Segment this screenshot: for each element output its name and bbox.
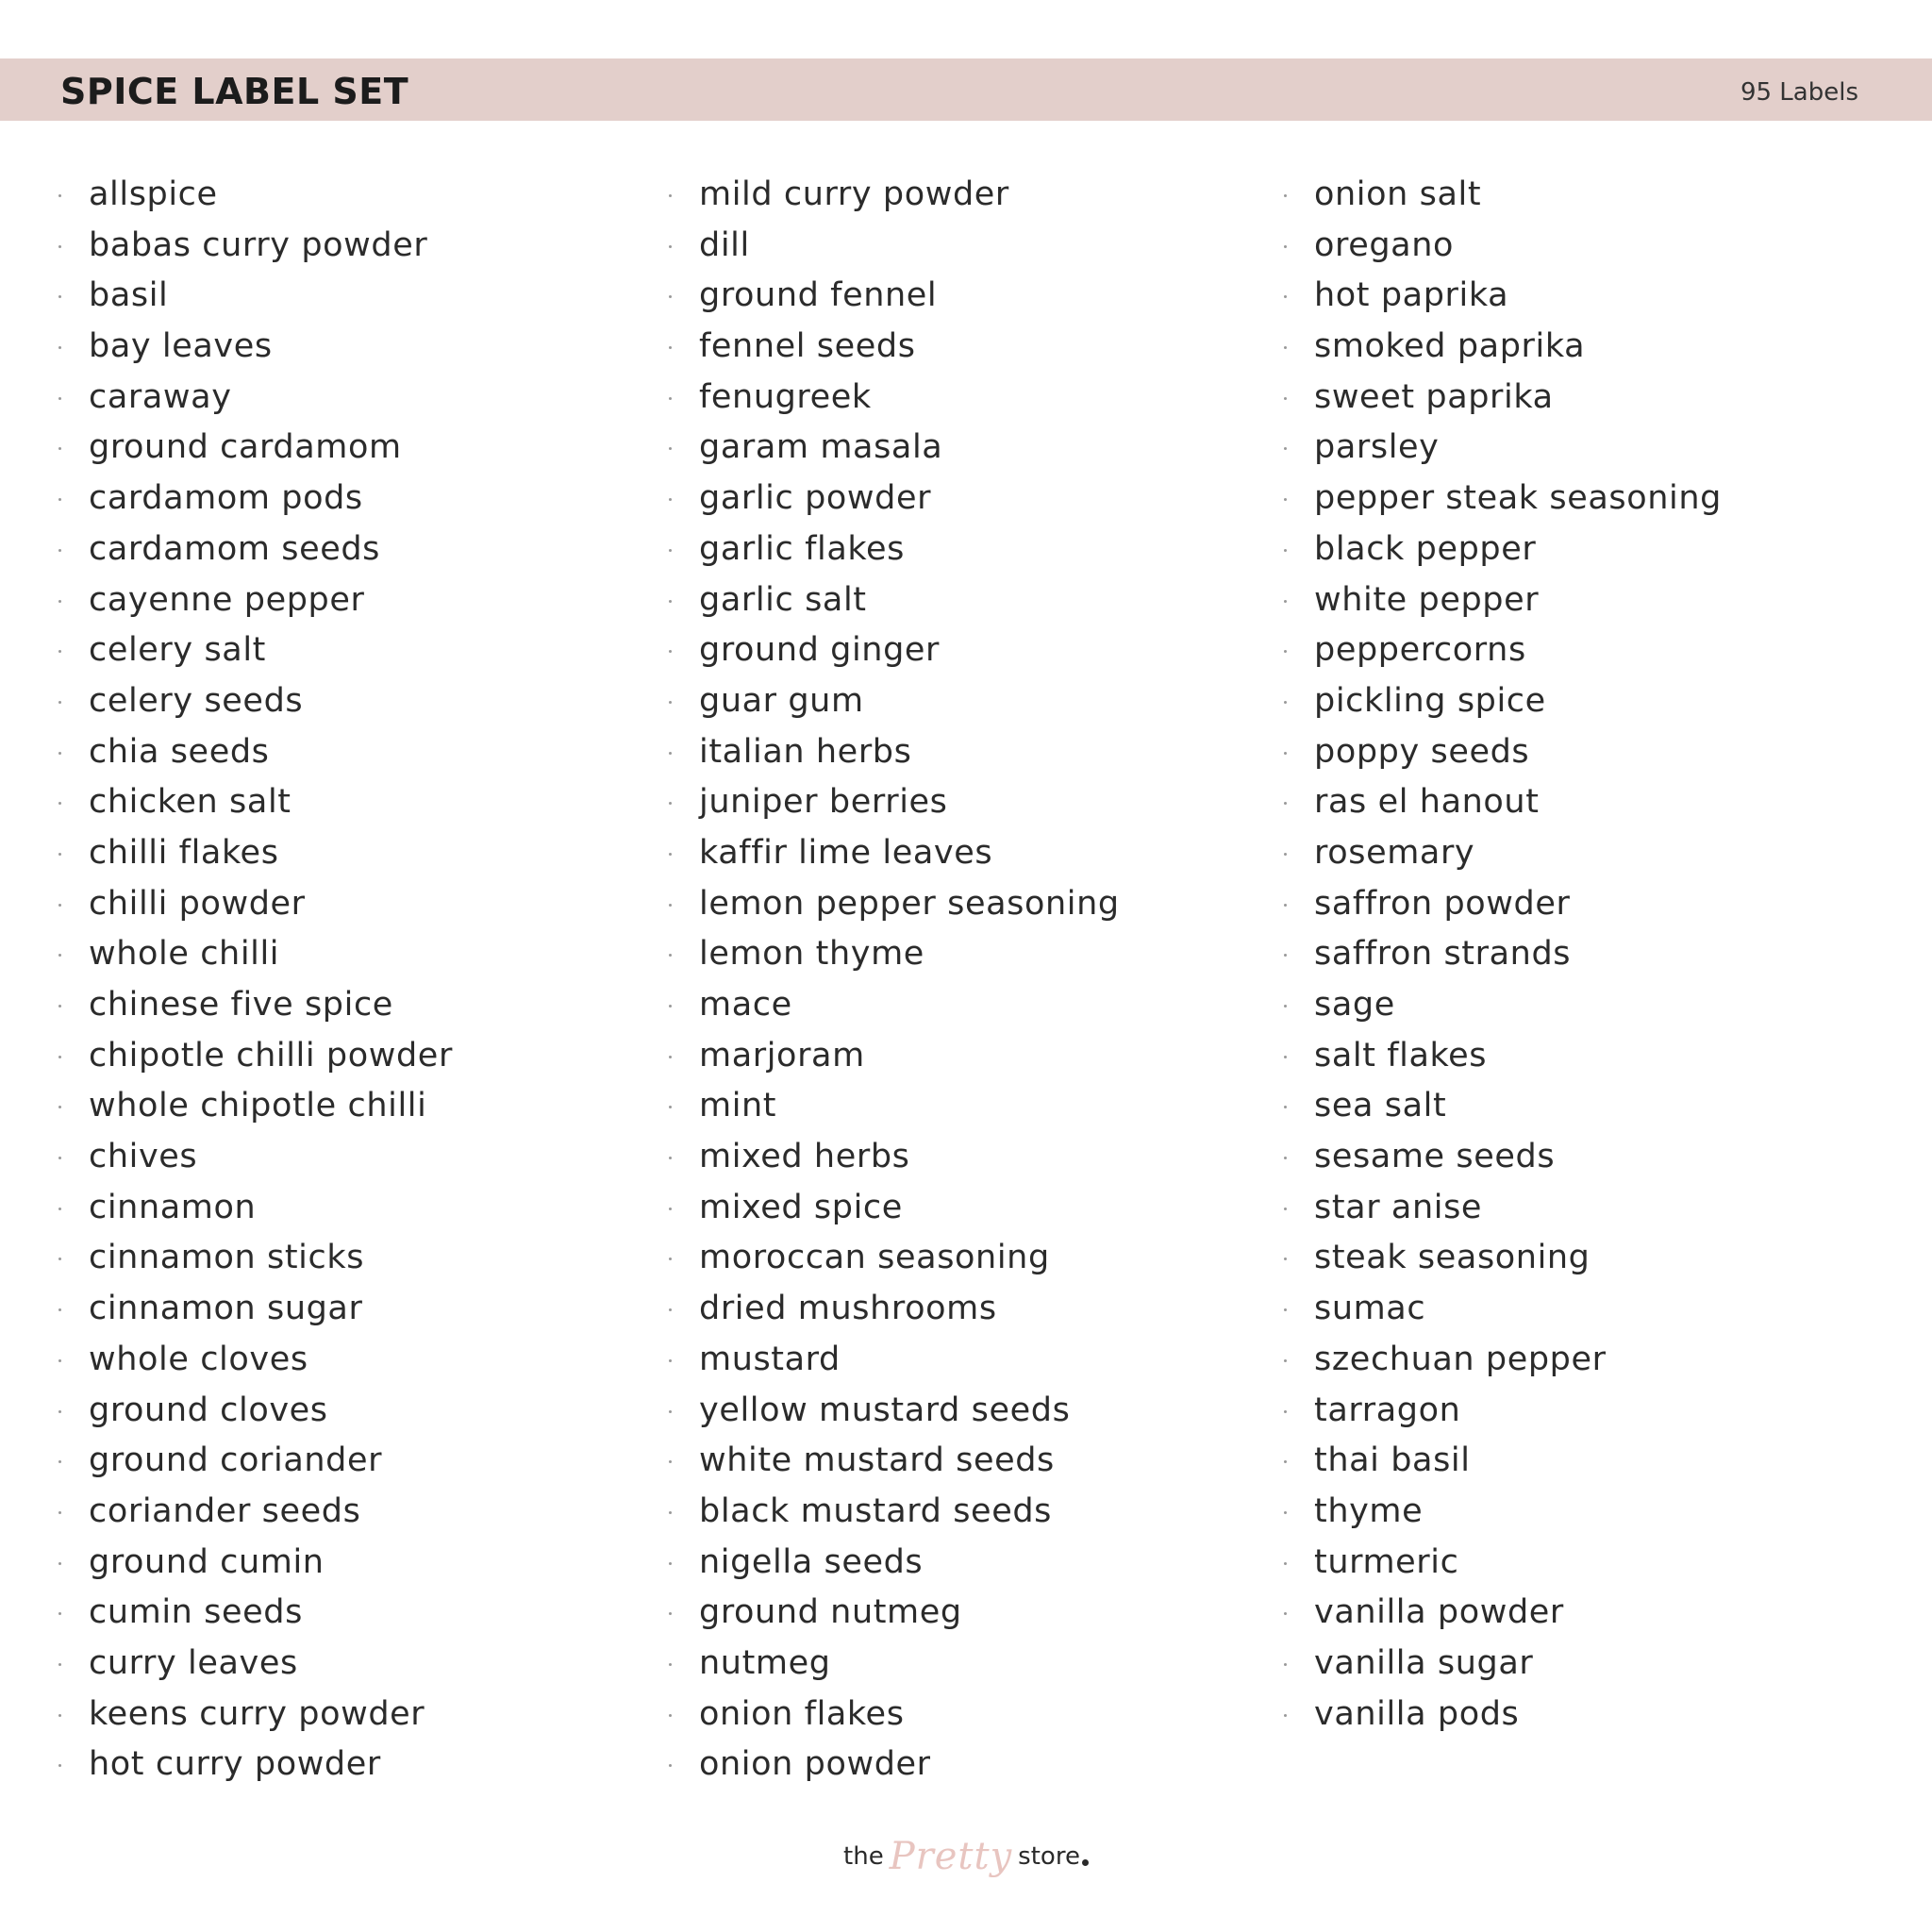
spice-list-item	[669, 879, 1120, 930]
spice-name: black pepper	[1314, 529, 1537, 568]
bullet-dot-icon	[669, 346, 672, 349]
bullet-dot-icon	[1284, 245, 1287, 248]
bullet-dot-icon	[58, 1308, 61, 1311]
bullet-dot-icon	[58, 1764, 61, 1767]
bullet-dot-icon	[669, 904, 672, 907]
spice-list-item	[669, 676, 1120, 727]
spice-name: marjoram	[699, 1036, 865, 1074]
spice-list-item	[669, 373, 1120, 424]
logo-suffix: store	[1018, 1842, 1080, 1871]
bullet-dot-icon	[669, 245, 672, 248]
spice-list-item	[1284, 271, 1722, 322]
spice-name: juniper berries	[699, 783, 948, 822]
bullet-dot-icon	[58, 1663, 61, 1666]
spice-name: bay leaves	[89, 327, 273, 366]
spice-name: hot paprika	[1314, 276, 1509, 315]
spice-list-item	[1284, 929, 1722, 980]
bullet-dot-icon	[58, 1562, 61, 1565]
spice-name: cinnamon sugar	[89, 1290, 363, 1328]
logo-prefix: the	[843, 1842, 884, 1871]
bullet-dot-icon	[58, 498, 61, 501]
spice-list-item	[1284, 1487, 1722, 1538]
bullet-dot-icon	[1284, 1308, 1287, 1311]
spice-list-item	[58, 322, 453, 373]
spice-list-item	[58, 777, 453, 828]
bullet-dot-icon	[669, 1308, 672, 1311]
bullet-dot-icon	[58, 447, 61, 450]
bullet-dot-icon	[669, 701, 672, 704]
spice-list-item	[669, 980, 1120, 1031]
bullet-dot-icon	[669, 194, 672, 197]
spice-name: ground cloves	[89, 1391, 328, 1429]
spice-name: star anise	[1314, 1188, 1483, 1226]
spice-list-item	[669, 1639, 1120, 1690]
spice-name: cinnamon sticks	[89, 1239, 365, 1277]
spice-name: white pepper	[1314, 580, 1540, 619]
spice-name: mixed spice	[699, 1188, 903, 1226]
spice-name: basil	[89, 276, 169, 315]
spice-list-item	[58, 929, 453, 980]
spice-list-item	[58, 676, 453, 727]
spice-name: chicken salt	[89, 783, 291, 822]
bullet-dot-icon	[58, 600, 61, 603]
bullet-dot-icon	[1284, 650, 1287, 653]
spice-name: dill	[699, 225, 750, 264]
spice-list-item	[1284, 1284, 1722, 1335]
bullet-dot-icon	[669, 1511, 672, 1514]
bullet-dot-icon	[669, 549, 672, 552]
spice-list-item	[58, 474, 453, 525]
spice-name: babas curry powder	[89, 225, 428, 264]
spice-name: poppy seeds	[1314, 732, 1530, 771]
spice-list-item	[58, 221, 453, 272]
bullet-dot-icon	[1284, 295, 1287, 298]
spice-name: cayenne pepper	[89, 580, 365, 619]
bullet-dot-icon	[669, 498, 672, 501]
bullet-dot-icon	[58, 1359, 61, 1362]
logo-script-word: Pretty	[889, 1835, 1013, 1878]
spice-name: steak seasoning	[1314, 1239, 1591, 1277]
spice-list-item	[669, 1740, 1120, 1790]
spice-name: yellow mustard seeds	[699, 1391, 1071, 1429]
bullet-dot-icon	[1284, 853, 1287, 856]
bullet-dot-icon	[1284, 447, 1287, 450]
spice-name: turmeric	[1314, 1542, 1459, 1581]
bullet-dot-icon	[669, 1257, 672, 1260]
bullet-dot-icon	[669, 1157, 672, 1159]
bullet-dot-icon	[1284, 1663, 1287, 1666]
spice-name: oregano	[1314, 225, 1455, 264]
bullet-dot-icon	[1284, 498, 1287, 501]
spice-list-item	[1284, 322, 1722, 373]
spice-name: curry leaves	[89, 1643, 298, 1682]
spice-list-item	[58, 1284, 453, 1335]
spice-list-item	[669, 1081, 1120, 1132]
spice-list-item	[1284, 879, 1722, 930]
bullet-dot-icon	[669, 1005, 672, 1008]
spice-list-item	[1284, 1386, 1722, 1437]
header-band	[0, 58, 1932, 121]
spice-name: fennel seeds	[699, 327, 916, 366]
spice-list-item	[669, 170, 1120, 221]
spice-list-item	[669, 1538, 1120, 1589]
spice-list-item	[58, 1386, 453, 1437]
bullet-dot-icon	[1284, 1157, 1287, 1159]
bullet-dot-icon	[1284, 752, 1287, 755]
bullet-dot-icon	[669, 397, 672, 400]
bullet-dot-icon	[58, 1157, 61, 1159]
spice-name: garlic flakes	[699, 529, 905, 568]
spice-name: allspice	[89, 175, 218, 213]
spice-name: tarragon	[1314, 1391, 1461, 1429]
spice-list-item	[1284, 221, 1722, 272]
spice-name: onion flakes	[699, 1694, 905, 1733]
spice-list-item	[1284, 474, 1722, 525]
bullet-dot-icon	[669, 1562, 672, 1565]
bullet-dot-icon	[58, 549, 61, 552]
bullet-dot-icon	[1284, 802, 1287, 805]
bullet-dot-icon	[1284, 600, 1287, 603]
spice-list-item	[1284, 1233, 1722, 1284]
bullet-dot-icon	[58, 295, 61, 298]
bullet-dot-icon	[1284, 1714, 1287, 1717]
spice-list-item	[58, 1233, 453, 1284]
logo-dot-icon	[1082, 1859, 1089, 1866]
bullet-dot-icon	[58, 1005, 61, 1008]
spice-name: guar gum	[699, 681, 864, 720]
spice-column-1	[58, 170, 453, 1790]
bullet-dot-icon	[1284, 1257, 1287, 1260]
spice-list-item	[669, 1132, 1120, 1183]
spice-list-item	[58, 1183, 453, 1234]
spice-list-item	[1284, 1436, 1722, 1487]
spice-name: moroccan seasoning	[699, 1239, 1050, 1277]
bullet-dot-icon	[58, 802, 61, 805]
spice-name: ras el hanout	[1314, 783, 1540, 822]
spice-list-item	[58, 1639, 453, 1690]
spice-name: salt flakes	[1314, 1036, 1488, 1074]
spice-list-item	[669, 1031, 1120, 1082]
spice-name: coriander seeds	[89, 1491, 361, 1530]
spice-list-item	[58, 170, 453, 221]
spice-name: caraway	[89, 377, 232, 416]
spice-list-item	[1284, 525, 1722, 575]
spice-list-item	[1284, 676, 1722, 727]
spice-name: chinese five spice	[89, 986, 393, 1024]
bullet-dot-icon	[669, 650, 672, 653]
bullet-dot-icon	[1284, 549, 1287, 552]
bullet-dot-icon	[58, 1410, 61, 1413]
bullet-dot-icon	[58, 752, 61, 755]
spice-column-3	[1284, 170, 1722, 1740]
spice-name: kaffir lime leaves	[699, 833, 993, 872]
spice-name: dried mushrooms	[699, 1290, 997, 1328]
spice-name: saffron strands	[1314, 935, 1572, 974]
spice-name: saffron powder	[1314, 884, 1571, 923]
spice-list-item	[669, 271, 1120, 322]
spice-name: vanilla powder	[1314, 1593, 1564, 1632]
spice-list-item	[58, 575, 453, 626]
bullet-dot-icon	[1284, 1359, 1287, 1362]
spice-list-item	[1284, 1081, 1722, 1132]
spice-name: nutmeg	[699, 1643, 831, 1682]
spice-name: ground coriander	[89, 1441, 383, 1480]
bullet-dot-icon	[58, 194, 61, 197]
spice-list-item	[669, 828, 1120, 879]
spice-list-item	[1284, 170, 1722, 221]
bullet-dot-icon	[1284, 1056, 1287, 1058]
spice-name: lemon pepper seasoning	[699, 884, 1120, 923]
spice-name: hot curry powder	[89, 1745, 381, 1784]
spice-list-item	[669, 322, 1120, 373]
spice-name: vanilla sugar	[1314, 1643, 1534, 1682]
spice-name: cardamom pods	[89, 479, 363, 518]
bullet-dot-icon	[58, 1257, 61, 1260]
spice-list-item	[58, 1690, 453, 1740]
spice-list-item	[58, 1436, 453, 1487]
spice-name: black mustard seeds	[699, 1491, 1052, 1530]
bullet-dot-icon	[669, 752, 672, 755]
spice-name: vanilla pods	[1314, 1694, 1520, 1733]
spice-list-item	[58, 1081, 453, 1132]
bullet-dot-icon	[58, 1714, 61, 1717]
bullet-dot-icon	[1284, 194, 1287, 197]
spice-list-item	[669, 1588, 1120, 1639]
spice-name: keens curry powder	[89, 1694, 425, 1733]
spice-name: mild curry powder	[699, 175, 1009, 213]
brand-logo	[0, 1835, 1932, 1901]
spice-name: rosemary	[1314, 833, 1475, 872]
spice-name: cardamom seeds	[89, 529, 381, 568]
spice-list-item	[58, 879, 453, 930]
spice-name: smoked paprika	[1314, 327, 1586, 366]
bullet-dot-icon	[669, 1663, 672, 1666]
bullet-dot-icon	[1284, 701, 1287, 704]
bullet-dot-icon	[669, 1056, 672, 1058]
spice-list-item	[1284, 777, 1722, 828]
spice-name: chilli powder	[89, 884, 306, 923]
spice-list-item	[1284, 828, 1722, 879]
spice-list-item	[1284, 373, 1722, 424]
bullet-dot-icon	[669, 1714, 672, 1717]
spice-list-item	[58, 1740, 453, 1790]
spice-list-item	[58, 271, 453, 322]
spice-name: cumin seeds	[89, 1593, 303, 1632]
spice-name: onion powder	[699, 1745, 931, 1784]
spice-name: sweet paprika	[1314, 377, 1554, 416]
bullet-dot-icon	[669, 853, 672, 856]
bullet-dot-icon	[669, 1106, 672, 1108]
spice-list-item	[1284, 727, 1722, 778]
spice-name: pickling spice	[1314, 681, 1546, 720]
spice-name: italian herbs	[699, 732, 912, 771]
spice-name: szechuan pepper	[1314, 1340, 1607, 1378]
spice-list-item	[669, 575, 1120, 626]
bullet-dot-icon	[1284, 1460, 1287, 1463]
bullet-dot-icon	[58, 1511, 61, 1514]
spice-list-item	[1284, 1132, 1722, 1183]
spice-list-item	[669, 423, 1120, 474]
spice-list-item	[669, 1436, 1120, 1487]
bullet-dot-icon	[669, 802, 672, 805]
bullet-dot-icon	[58, 701, 61, 704]
spice-name: whole chilli	[89, 935, 280, 974]
spice-list-item	[58, 1487, 453, 1538]
bullet-dot-icon	[58, 245, 61, 248]
bullet-dot-icon	[1284, 346, 1287, 349]
bullet-dot-icon	[1284, 1106, 1287, 1108]
spice-list-item	[1284, 575, 1722, 626]
bullet-dot-icon	[1284, 1511, 1287, 1514]
spice-name: ground ginger	[699, 631, 941, 670]
spice-list-item	[58, 828, 453, 879]
bullet-dot-icon	[669, 954, 672, 957]
spice-name: chives	[89, 1138, 198, 1176]
spice-name: pepper steak seasoning	[1314, 479, 1722, 518]
spice-list-item	[1284, 1690, 1722, 1740]
spice-name: peppercorns	[1314, 631, 1526, 670]
spice-list-item	[1284, 1588, 1722, 1639]
spice-list-item	[58, 1335, 453, 1386]
bullet-dot-icon	[58, 853, 61, 856]
spice-list-item	[669, 1487, 1120, 1538]
spice-name: ground fennel	[699, 276, 938, 315]
bullet-dot-icon	[1284, 1208, 1287, 1210]
spice-name: mace	[699, 986, 792, 1024]
spice-name: garam masala	[699, 428, 943, 467]
spice-list-item	[669, 1690, 1120, 1740]
spice-list-item	[669, 929, 1120, 980]
spice-list-item	[1284, 1183, 1722, 1234]
spice-name: sea salt	[1314, 1087, 1447, 1125]
spice-list-item	[58, 980, 453, 1031]
bullet-dot-icon	[58, 1208, 61, 1210]
bullet-dot-icon	[1284, 1612, 1287, 1615]
spice-name: mustard	[699, 1340, 841, 1378]
bullet-dot-icon	[58, 904, 61, 907]
spice-name: chilli flakes	[89, 833, 279, 872]
page-title: SPICE LABEL SET	[60, 71, 409, 112]
spice-list-item	[669, 1386, 1120, 1437]
spice-name: mixed herbs	[699, 1138, 910, 1176]
bullet-dot-icon	[669, 1612, 672, 1615]
spice-name: garlic powder	[699, 479, 932, 518]
bullet-dot-icon	[58, 346, 61, 349]
spice-list-item	[669, 474, 1120, 525]
bullet-dot-icon	[58, 1612, 61, 1615]
spice-list-item	[1284, 1031, 1722, 1082]
spice-list-item	[58, 625, 453, 676]
spice-name: celery seeds	[89, 681, 304, 720]
spice-list-item	[1284, 625, 1722, 676]
spice-name: onion salt	[1314, 175, 1482, 213]
spice-list-item	[1284, 1639, 1722, 1690]
bullet-dot-icon	[58, 650, 61, 653]
bullet-dot-icon	[669, 295, 672, 298]
spice-name: whole chipotle chilli	[89, 1087, 427, 1125]
spice-name: ground nutmeg	[699, 1593, 962, 1632]
bullet-dot-icon	[1284, 1410, 1287, 1413]
spice-list-item	[669, 1284, 1120, 1335]
bullet-dot-icon	[58, 954, 61, 957]
spice-name: fenugreek	[699, 377, 872, 416]
bullet-dot-icon	[58, 1056, 61, 1058]
spice-list-item	[58, 1538, 453, 1589]
bullet-dot-icon	[1284, 1005, 1287, 1008]
spice-name: garlic salt	[699, 580, 867, 619]
spice-name: sage	[1314, 986, 1395, 1024]
spice-list-item	[58, 525, 453, 575]
spice-list-item	[58, 373, 453, 424]
spice-name: sumac	[1314, 1290, 1426, 1328]
spice-name: whole cloves	[89, 1340, 308, 1378]
spice-name: nigella seeds	[699, 1542, 924, 1581]
spice-name: celery salt	[89, 631, 266, 670]
spice-name: white mustard seeds	[699, 1441, 1055, 1480]
spice-list-item	[669, 1183, 1120, 1234]
bullet-dot-icon	[1284, 904, 1287, 907]
bullet-dot-icon	[669, 1208, 672, 1210]
spice-name: mint	[699, 1087, 777, 1125]
bullet-dot-icon	[1284, 397, 1287, 400]
spice-name: chia seeds	[89, 732, 270, 771]
spice-list-item	[669, 525, 1120, 575]
spice-list-item	[58, 423, 453, 474]
bullet-dot-icon	[669, 1460, 672, 1463]
bullet-dot-icon	[669, 447, 672, 450]
spice-name: thyme	[1314, 1491, 1424, 1530]
spice-name: parsley	[1314, 428, 1440, 467]
spice-list-item	[669, 625, 1120, 676]
bullet-dot-icon	[669, 1359, 672, 1362]
spice-name: chipotle chilli powder	[89, 1036, 453, 1074]
spice-list-item	[669, 221, 1120, 272]
spice-list-item	[1284, 1538, 1722, 1589]
bullet-dot-icon	[58, 1460, 61, 1463]
label-count: 95 Labels	[1740, 78, 1858, 107]
spice-list-item	[669, 1233, 1120, 1284]
spice-list-item	[1284, 980, 1722, 1031]
spice-list-item	[58, 1132, 453, 1183]
spice-name: ground cardamom	[89, 428, 402, 467]
spice-list-item	[58, 1031, 453, 1082]
bullet-dot-icon	[58, 397, 61, 400]
spice-list-item	[58, 1588, 453, 1639]
spice-list-item	[669, 777, 1120, 828]
spice-name: sesame seeds	[1314, 1138, 1556, 1176]
spice-name: lemon thyme	[699, 935, 924, 974]
spice-column-2	[669, 170, 1120, 1790]
bullet-dot-icon	[669, 1410, 672, 1413]
bullet-dot-icon	[669, 1764, 672, 1767]
spice-name: thai basil	[1314, 1441, 1471, 1480]
spice-name: ground cumin	[89, 1542, 325, 1581]
bullet-dot-icon	[1284, 1562, 1287, 1565]
spice-list-item	[669, 727, 1120, 778]
bullet-dot-icon	[58, 1106, 61, 1108]
spice-list-item	[669, 1335, 1120, 1386]
spice-list-item	[1284, 1335, 1722, 1386]
bullet-dot-icon	[1284, 954, 1287, 957]
spice-list-item	[58, 727, 453, 778]
spice-list-item	[1284, 423, 1722, 474]
bullet-dot-icon	[669, 600, 672, 603]
spice-name: cinnamon	[89, 1188, 257, 1226]
